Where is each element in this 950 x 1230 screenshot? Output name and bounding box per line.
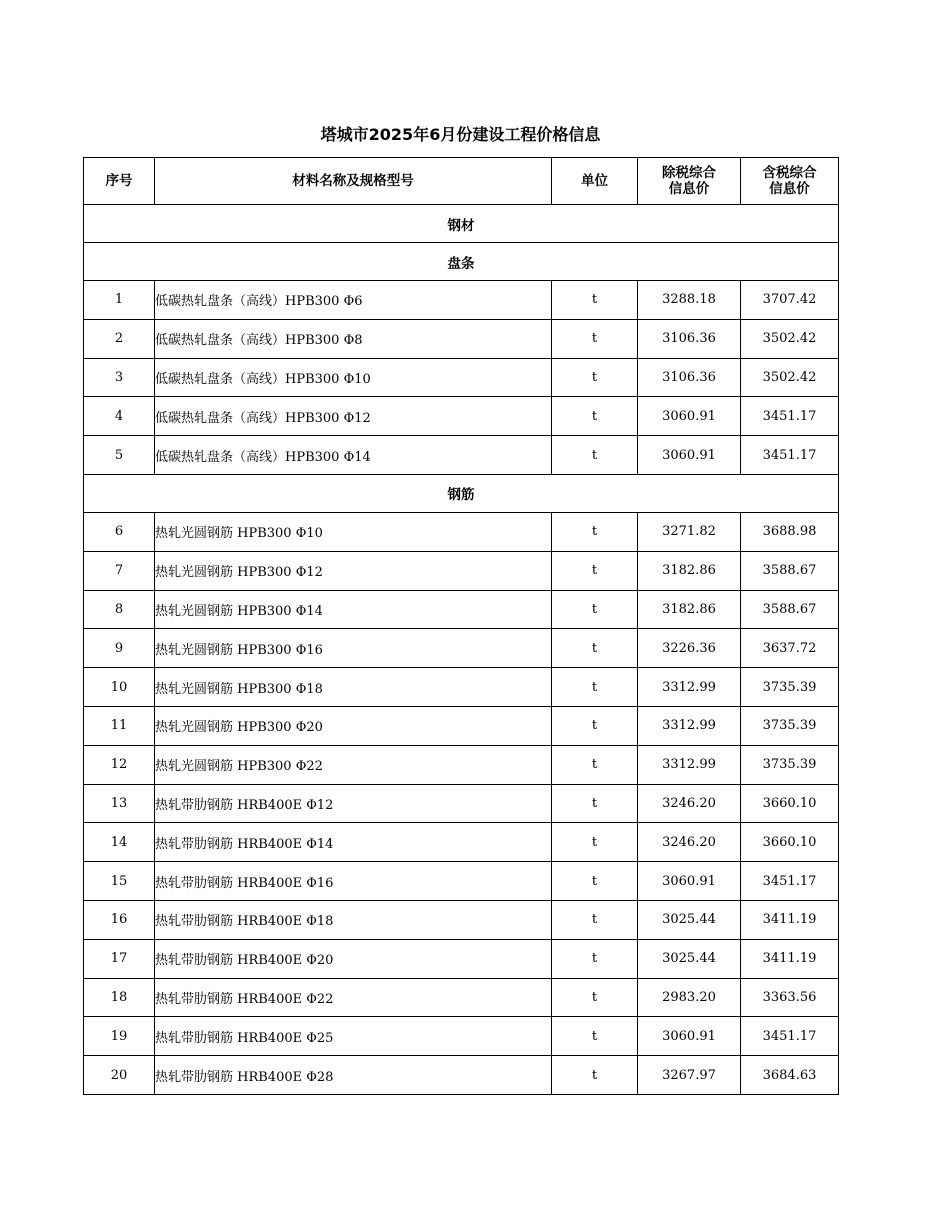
- cell-seq: 18: [84, 978, 155, 1017]
- cell-price-ex-tax: 2983.20: [638, 978, 741, 1017]
- cell-price-ex-tax: 3060.91: [638, 1017, 741, 1056]
- table-header-row: [84, 158, 839, 205]
- cell-material-name: 低碳热轧盘条（高线）HPB300 Φ8: [155, 319, 552, 358]
- cell-material-name: 热轧光圆钢筋 HPB300 Φ10: [155, 512, 552, 551]
- table-row: [84, 358, 839, 397]
- header-unit: 单位: [552, 158, 638, 205]
- cell-price-ex-tax: 3312.99: [638, 706, 741, 745]
- cell-price-inc-tax: 3707.42: [741, 281, 839, 320]
- page-title: 塔城市2025年6月份建设工程价格信息: [320, 125, 601, 144]
- table-row: [84, 512, 839, 551]
- cell-unit: t: [552, 939, 638, 978]
- table-row: [84, 939, 839, 978]
- cell-price-ex-tax: 3271.82: [638, 512, 741, 551]
- section-title: 盘条: [84, 243, 839, 281]
- cell-price-inc-tax: 3502.42: [741, 358, 839, 397]
- table-row: [84, 1017, 839, 1056]
- cell-unit: t: [552, 978, 638, 1017]
- cell-price-ex-tax: 3060.91: [638, 436, 741, 475]
- cell-price-inc-tax: 3451.17: [741, 1017, 839, 1056]
- table-row: [84, 978, 839, 1017]
- cell-seq: 4: [84, 397, 155, 436]
- cell-material-name: 低碳热轧盘条（高线）HPB300 Φ14: [155, 436, 552, 475]
- cell-price-inc-tax: 3451.17: [741, 397, 839, 436]
- price-table: [83, 157, 839, 1095]
- table-row: [84, 629, 839, 668]
- cell-price-inc-tax: 3660.10: [741, 784, 839, 823]
- cell-price-inc-tax: 3684.63: [741, 1056, 839, 1095]
- category-label: 钢材: [84, 205, 839, 243]
- cell-price-ex-tax: 3060.91: [638, 862, 741, 901]
- cell-seq: 11: [84, 706, 155, 745]
- cell-price-ex-tax: 3267.97: [638, 1056, 741, 1095]
- cell-seq: 16: [84, 900, 155, 939]
- table-row: [84, 551, 839, 590]
- header-seq: 序号: [84, 158, 155, 205]
- cell-seq: 1: [84, 281, 155, 320]
- cell-unit: t: [552, 784, 638, 823]
- cell-price-inc-tax: 3411.19: [741, 939, 839, 978]
- cell-seq: 14: [84, 823, 155, 862]
- cell-unit: t: [552, 668, 638, 707]
- cell-unit: t: [552, 862, 638, 901]
- cell-unit: t: [552, 629, 638, 668]
- cell-price-ex-tax: 3106.36: [638, 319, 741, 358]
- cell-seq: 10: [84, 668, 155, 707]
- table-row: [84, 900, 839, 939]
- cell-unit: t: [552, 319, 638, 358]
- cell-unit: t: [552, 900, 638, 939]
- cell-material-name: 热轧带肋钢筋 HRB400E Φ12: [155, 784, 552, 823]
- table-row: [84, 319, 839, 358]
- cell-unit: t: [552, 551, 638, 590]
- section-title: 钢筋: [84, 474, 839, 512]
- cell-price-inc-tax: 3411.19: [741, 900, 839, 939]
- cell-price-inc-tax: 3735.39: [741, 706, 839, 745]
- cell-material-name: 热轧光圆钢筋 HPB300 Φ22: [155, 745, 552, 784]
- cell-unit: t: [552, 358, 638, 397]
- cell-price-ex-tax: 3182.86: [638, 590, 741, 629]
- cell-seq: 12: [84, 745, 155, 784]
- cell-unit: t: [552, 281, 638, 320]
- cell-material-name: 低碳热轧盘条（高线）HPB300 Φ6: [155, 281, 552, 320]
- cell-price-ex-tax: 3288.18: [638, 281, 741, 320]
- cell-seq: 15: [84, 862, 155, 901]
- cell-price-ex-tax: 3226.36: [638, 629, 741, 668]
- cell-material-name: 低碳热轧盘条（高线）HPB300 Φ12: [155, 397, 552, 436]
- header-price-inc-tax: 含税综合 信息价: [741, 158, 839, 205]
- cell-price-inc-tax: 3451.17: [741, 862, 839, 901]
- cell-material-name: 热轧带肋钢筋 HRB400E Φ16: [155, 862, 552, 901]
- cell-price-ex-tax: 3060.91: [638, 397, 741, 436]
- cell-seq: 6: [84, 512, 155, 551]
- table-row: [84, 823, 839, 862]
- cell-seq: 2: [84, 319, 155, 358]
- cell-material-name: 热轧带肋钢筋 HRB400E Φ18: [155, 900, 552, 939]
- cell-unit: t: [552, 1017, 638, 1056]
- table-row: [84, 668, 839, 707]
- cell-seq: 19: [84, 1017, 155, 1056]
- table-row: [84, 706, 839, 745]
- cell-material-name: 热轧光圆钢筋 HPB300 Φ12: [155, 551, 552, 590]
- section-row: [84, 474, 839, 512]
- cell-seq: 13: [84, 784, 155, 823]
- table-row: [84, 862, 839, 901]
- cell-price-inc-tax: 3451.17: [741, 436, 839, 475]
- cell-seq: 17: [84, 939, 155, 978]
- cell-unit: t: [552, 397, 638, 436]
- table-row: [84, 436, 839, 475]
- cell-material-name: 热轧带肋钢筋 HRB400E Φ20: [155, 939, 552, 978]
- cell-seq: 8: [84, 590, 155, 629]
- table-row: [84, 281, 839, 320]
- cell-material-name: 热轧光圆钢筋 HPB300 Φ20: [155, 706, 552, 745]
- cell-price-ex-tax: 3182.86: [638, 551, 741, 590]
- cell-price-inc-tax: 3637.72: [741, 629, 839, 668]
- cell-price-inc-tax: 3502.42: [741, 319, 839, 358]
- cell-seq: 7: [84, 551, 155, 590]
- cell-unit: t: [552, 745, 638, 784]
- cell-unit: t: [552, 436, 638, 475]
- cell-price-inc-tax: 3735.39: [741, 745, 839, 784]
- cell-unit: t: [552, 590, 638, 629]
- table-row: [84, 1056, 839, 1095]
- cell-material-name: 热轧带肋钢筋 HRB400E Φ22: [155, 978, 552, 1017]
- cell-price-ex-tax: 3246.20: [638, 823, 741, 862]
- table-row: [84, 590, 839, 629]
- cell-price-inc-tax: 3588.67: [741, 590, 839, 629]
- cell-price-ex-tax: 3106.36: [638, 358, 741, 397]
- cell-seq: 20: [84, 1056, 155, 1095]
- cell-price-ex-tax: 3246.20: [638, 784, 741, 823]
- table-row: [84, 784, 839, 823]
- table-row: [84, 745, 839, 784]
- cell-price-ex-tax: 3025.44: [638, 939, 741, 978]
- cell-price-ex-tax: 3025.44: [638, 900, 741, 939]
- cell-price-inc-tax: 3363.56: [741, 978, 839, 1017]
- cell-unit: t: [552, 512, 638, 551]
- cell-material-name: 热轧带肋钢筋 HRB400E Φ14: [155, 823, 552, 862]
- cell-material-name: 热轧光圆钢筋 HPB300 Φ16: [155, 629, 552, 668]
- cell-material-name: 热轧带肋钢筋 HRB400E Φ28: [155, 1056, 552, 1095]
- cell-seq: 3: [84, 358, 155, 397]
- cell-material-name: 热轧带肋钢筋 HRB400E Φ25: [155, 1017, 552, 1056]
- table-body: [84, 205, 839, 1095]
- category-row: [84, 205, 839, 243]
- cell-price-inc-tax: 3735.39: [741, 668, 839, 707]
- cell-material-name: 热轧光圆钢筋 HPB300 Φ14: [155, 590, 552, 629]
- header-name: 材料名称及规格型号: [155, 158, 552, 205]
- cell-seq: 9: [84, 629, 155, 668]
- cell-unit: t: [552, 1056, 638, 1095]
- cell-unit: t: [552, 706, 638, 745]
- cell-unit: t: [552, 823, 638, 862]
- cell-price-ex-tax: 3312.99: [638, 668, 741, 707]
- cell-seq: 5: [84, 436, 155, 475]
- cell-price-inc-tax: 3688.98: [741, 512, 839, 551]
- cell-price-ex-tax: 3312.99: [638, 745, 741, 784]
- cell-material-name: 热轧光圆钢筋 HPB300 Φ18: [155, 668, 552, 707]
- cell-price-inc-tax: 3588.67: [741, 551, 839, 590]
- section-row: [84, 243, 839, 281]
- cell-material-name: 低碳热轧盘条（高线）HPB300 Φ10: [155, 358, 552, 397]
- header-price-ex-tax: 除税综合 信息价: [638, 158, 741, 205]
- table-row: [84, 397, 839, 436]
- cell-price-inc-tax: 3660.10: [741, 823, 839, 862]
